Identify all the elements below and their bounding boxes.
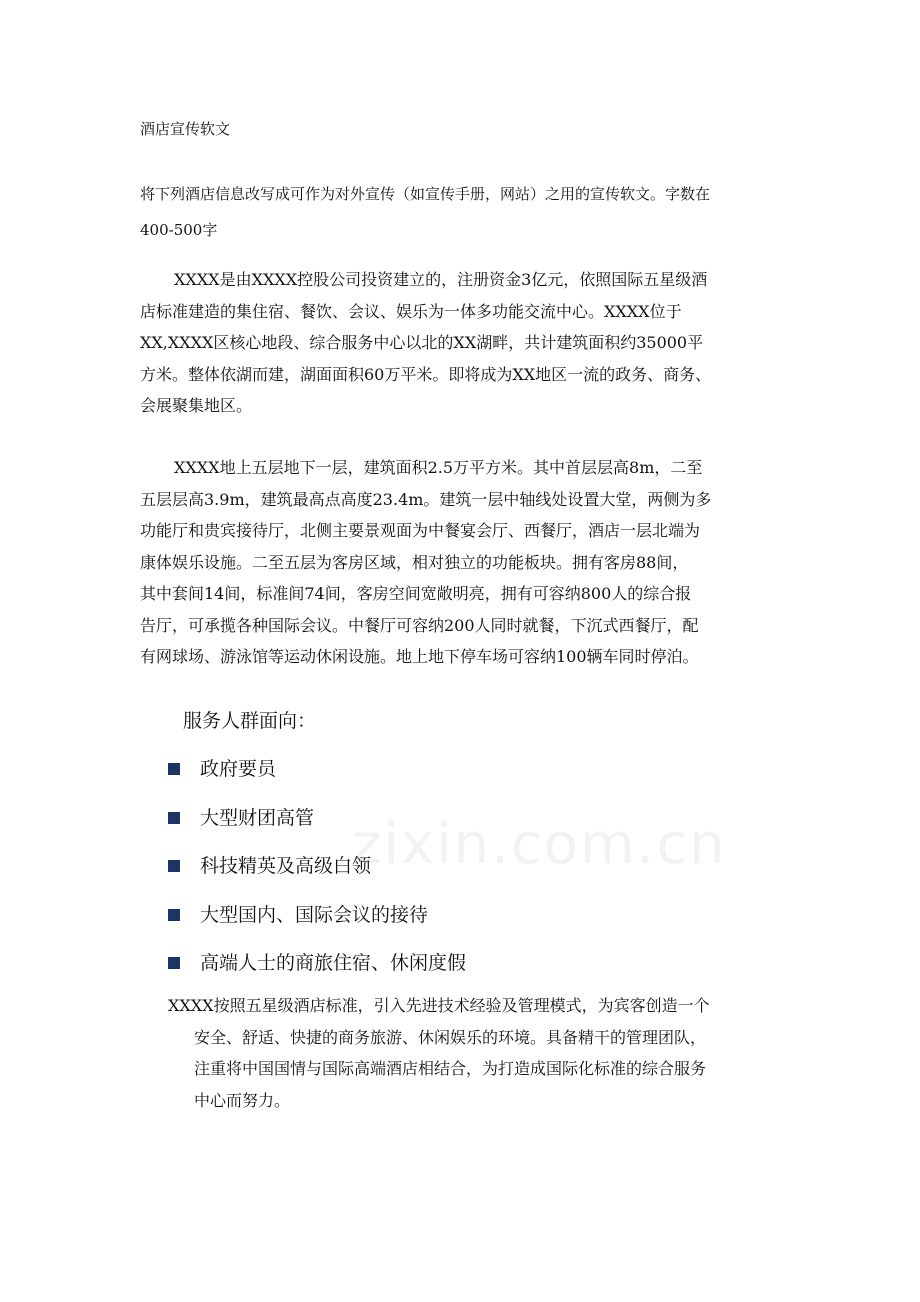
paragraph-line: 五层层高3.9m，建筑最高点高度23.4m。建筑一层中轴线处设置大堂，两侧为多 <box>140 489 712 509</box>
closing-paragraph <box>168 990 788 1116</box>
document-title: 酒店宣传软文 <box>140 120 231 138</box>
paragraph-line: 会展聚集地区。 <box>140 396 253 415</box>
paragraph-line: 安全、舒适、快捷的商务旅游、休闲娱乐的环境。具备精干的管理团队， <box>194 1027 707 1047</box>
list-item-text: 科技精英及高级白领 <box>200 855 372 877</box>
paragraph-line: 有网球场、游泳馆等运动休闲设施。地上地下停车场可容纳100辆车同时停泊。 <box>140 647 699 666</box>
instruction-text <box>140 176 780 248</box>
square-bullet-icon <box>168 763 180 775</box>
square-bullet-icon <box>168 957 180 969</box>
paragraph-facilities <box>140 452 780 673</box>
paragraph-line: 中心而努力。 <box>194 1090 291 1110</box>
paragraph-line: XXXX是由XXXX控股公司投资建立的，注册资金3亿元，依照国际五星级酒 <box>174 270 708 289</box>
instruction-line-2: 400-500字 <box>140 221 218 239</box>
square-bullet-icon <box>168 909 180 921</box>
watermark: zixin.com.cn <box>352 812 727 877</box>
list-item-text: 高端人士的商旅住宿、休闲度假 <box>200 952 467 974</box>
list-item-text: 大型国内、国际会议的接待 <box>200 903 429 926</box>
paragraph-line: 告厅，可承揽各种国际会议。中餐厅可容纳200人同时就餐，下沉式西餐厅，配 <box>140 615 699 635</box>
paragraph-line: 方米。整体依湖而建，湖面面积60万平米。即将成为XX地区一流的政务、商务、 <box>140 364 712 384</box>
square-bullet-icon <box>168 812 180 824</box>
instruction-line-1: 将下列酒店信息改写成可作为对外宣传（如宣传手册，网站）之用的宣传软文。字数在 <box>140 185 711 203</box>
paragraph-intro <box>140 264 780 422</box>
paragraph-line: XXXX按照五星级酒店标准，引入先进技术经验及管理模式，为宾客创造一个 <box>168 996 710 1015</box>
paragraph-line: XX,XXXX区核心地段、综合服务中心以北的XX湖畔，共计建筑面积约35000平 <box>140 333 704 352</box>
list-item <box>168 754 466 803</box>
list-item-text: 政府要员 <box>200 758 277 780</box>
paragraph-line: 注重将中国国情与国际高端酒店相结合，为打造成国际化标准的综合服务 <box>194 1059 707 1078</box>
paragraph-line: 其中套间14间，标准间74间，客房空间宽敞明亮，拥有可容纳800人的综合报 <box>140 584 692 603</box>
list-item <box>168 900 466 949</box>
audience-heading: 服务人群面向： <box>183 710 317 732</box>
paragraph-line: XXXX地上五层地下一层，建筑面积2.5万平方米。其中首层层高8m，二至 <box>174 458 703 477</box>
square-bullet-icon <box>168 860 180 872</box>
paragraph-line: 店标准建造的集住宿、餐饮、会议、娱乐为一体多功能交流中心。XXXX位于 <box>140 301 682 321</box>
paragraph-line: 功能厅和贵宾接待厅，北侧主要景观面为中餐宴会厅、西餐厅，酒店一层北端为 <box>140 521 701 540</box>
paragraph-line: 康体娱乐设施。二至五层为客房区域，相对独立的功能板块。拥有客房88间， <box>140 552 689 572</box>
list-item-text: 大型财团高管 <box>200 806 315 829</box>
